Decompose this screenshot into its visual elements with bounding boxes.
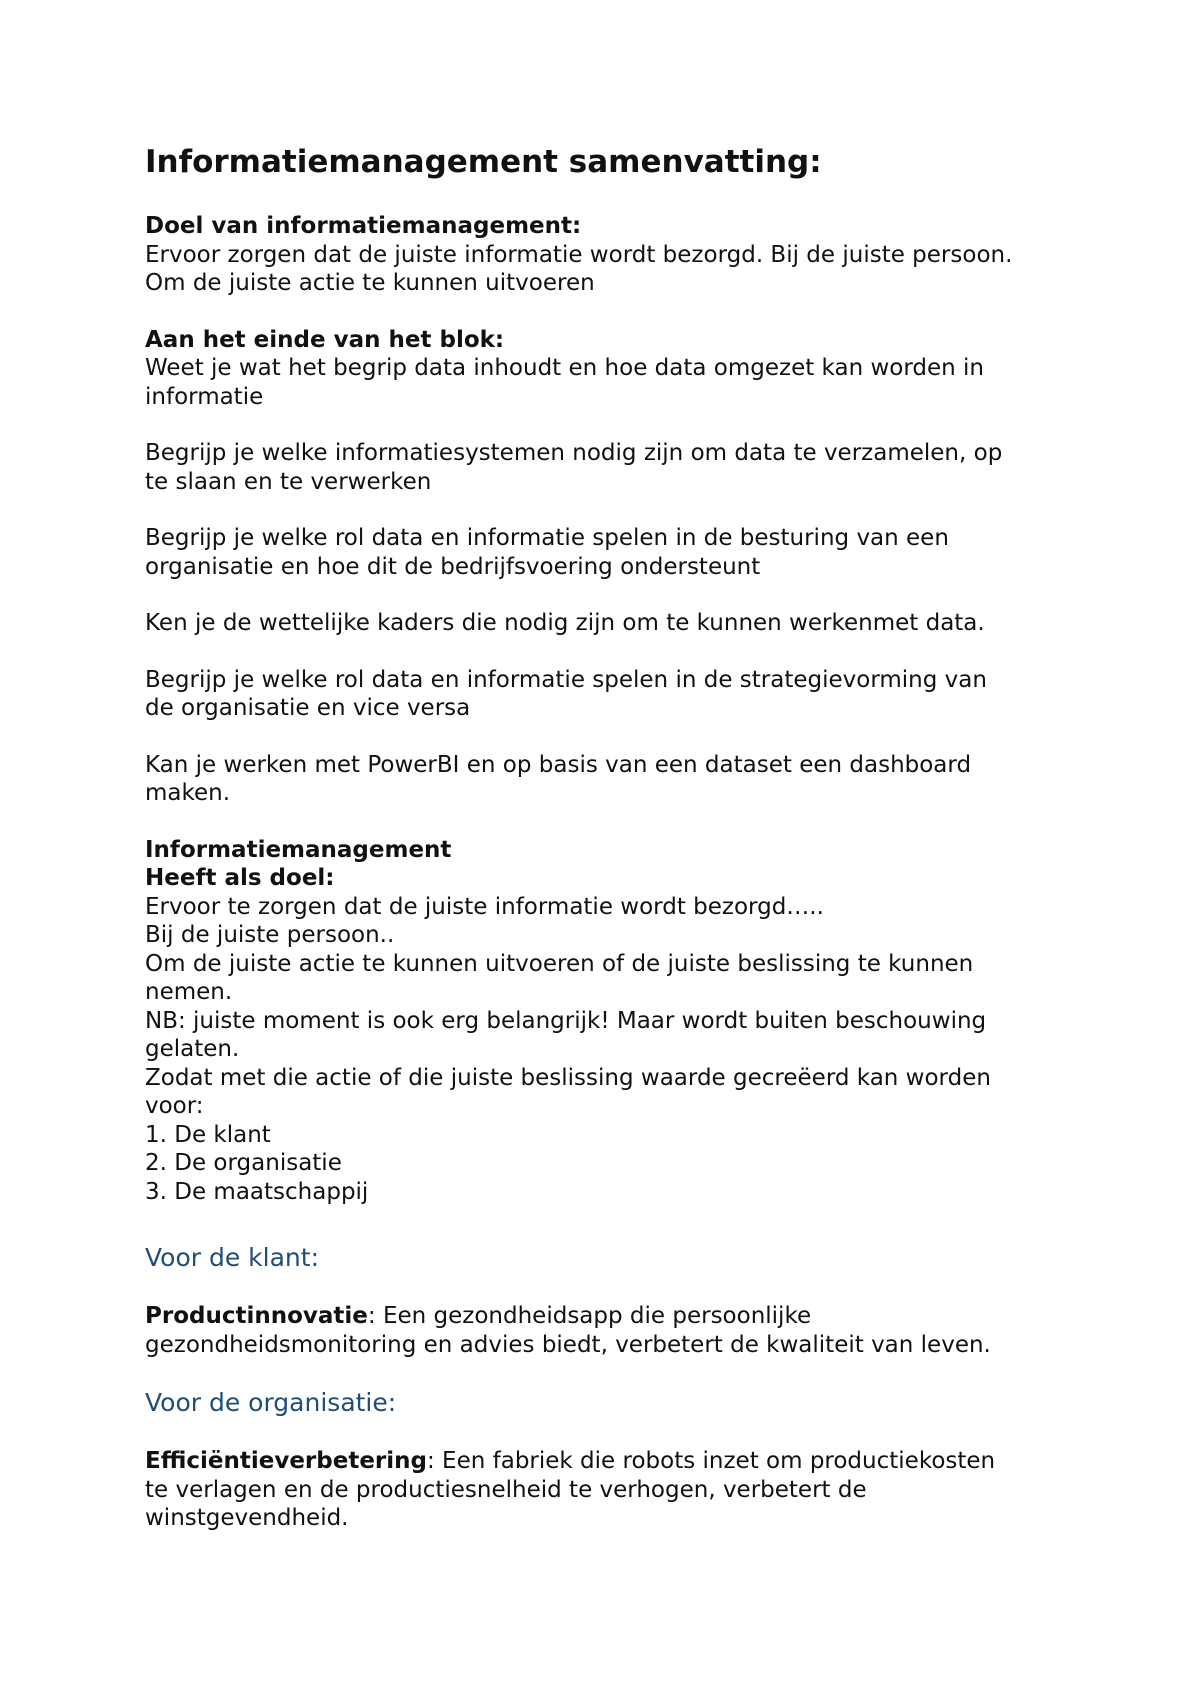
im-heading: Informatiemanagement — [145, 836, 452, 863]
organization-paragraph — [145, 1447, 1075, 1533]
learning-goal — [145, 666, 1075, 723]
learning-goal-line: informatie — [145, 383, 264, 410]
document-title: Informatiemanagement samenvatting: — [145, 144, 822, 180]
learning-goal — [145, 439, 1075, 496]
learning-goal-line: Begrijp je welke rol data en informatie spelen in de strategievorming van — [145, 666, 987, 693]
customer-line: gezondheidsmonitoring en advies biedt, verbetert de kwaliteit van leven. — [145, 1331, 991, 1358]
list-item: 2. De organisatie — [145, 1150, 342, 1176]
im-line: Zodat met die actie of die juiste beslissing waarde gecreëerd kan worden — [145, 1064, 991, 1091]
customer-paragraph — [145, 1302, 1075, 1359]
learning-goal-line: maken. — [145, 780, 231, 806]
goal-line: Ervoor zorgen dat de juiste informatie wordt bezorgd. Bij de juiste persoon. — [145, 241, 1013, 268]
learning-goal-line: te slaan en te verwerken — [145, 468, 432, 495]
learning-goal-line: Kan je werken met PowerBI en op basis van een dataset een dashboard — [145, 751, 972, 778]
im-line: NB: juiste moment is ook erg belangrijk! Maar wordt buiten beschouwing — [145, 1007, 987, 1034]
end-of-block-section — [145, 326, 1075, 412]
im-line: Ervoor te zorgen dat de juiste informatie wordt bezorgd….. — [145, 893, 824, 920]
list-item: 3. De maatschappij — [145, 1178, 369, 1205]
customer-line — [145, 1302, 1075, 1331]
organization-line — [145, 1447, 1075, 1476]
organization-heading: Voor de organisatie: — [145, 1388, 397, 1417]
document-page — [145, 142, 1075, 1561]
list-item: 1. De klant — [145, 1121, 271, 1148]
learning-goal-line: organisatie en hoe dit de bedrijfsvoering ondersteunt — [145, 553, 761, 580]
learning-goal — [145, 751, 1075, 808]
organization-line: winstgevendheid. — [145, 1505, 349, 1531]
goal-section — [145, 212, 1075, 298]
learning-goal-line: Begrijp je welke informatiesystemen nodig zijn om data te verzamelen, op — [145, 440, 1003, 466]
im-subheading: Heeft als doel: — [145, 865, 335, 891]
im-section — [145, 836, 1075, 1207]
goal-line: Om de juiste actie te kunnen uitvoeren — [145, 270, 595, 296]
organization-term: Efficiëntieverbetering — [145, 1448, 427, 1474]
organization-text: : Een fabriek die robots inzet om productiekosten — [427, 1448, 996, 1474]
im-line: voor: — [145, 1093, 204, 1119]
goal-heading: Doel van informatiemanagement: — [145, 213, 582, 239]
customer-heading: Voor de klant: — [145, 1243, 319, 1272]
end-of-block-heading: Aan het einde van het blok: — [145, 326, 505, 353]
customer-term: Productinnovatie — [145, 1303, 368, 1329]
im-line: gelaten. — [145, 1036, 240, 1062]
learning-goal-line: de organisatie en vice versa — [145, 695, 471, 721]
learning-goal-line: Begrijp je welke rol data en informatie spelen in de besturing van een — [145, 525, 949, 551]
learning-goal-line: Weet je wat het begrip data inhoudt en hoe data omgezet kan worden in — [145, 355, 984, 381]
learning-goal-line: Ken je de wettelijke kaders die nodig zijn om te kunnen werkenmet data. — [145, 610, 985, 636]
customer-text: : Een gezondheidsapp die persoonlijke — [367, 1303, 812, 1329]
learning-goal — [145, 609, 1075, 638]
im-line: Bij de juiste persoon.. — [145, 922, 395, 948]
organization-line: te verlagen en de productiesnelheid te verhogen, verbetert de — [145, 1476, 867, 1503]
im-line: nemen. — [145, 979, 233, 1005]
learning-goal — [145, 524, 1075, 581]
im-line: Om de juiste actie te kunnen uitvoeren of de juiste beslissing te kunnen — [145, 950, 974, 977]
